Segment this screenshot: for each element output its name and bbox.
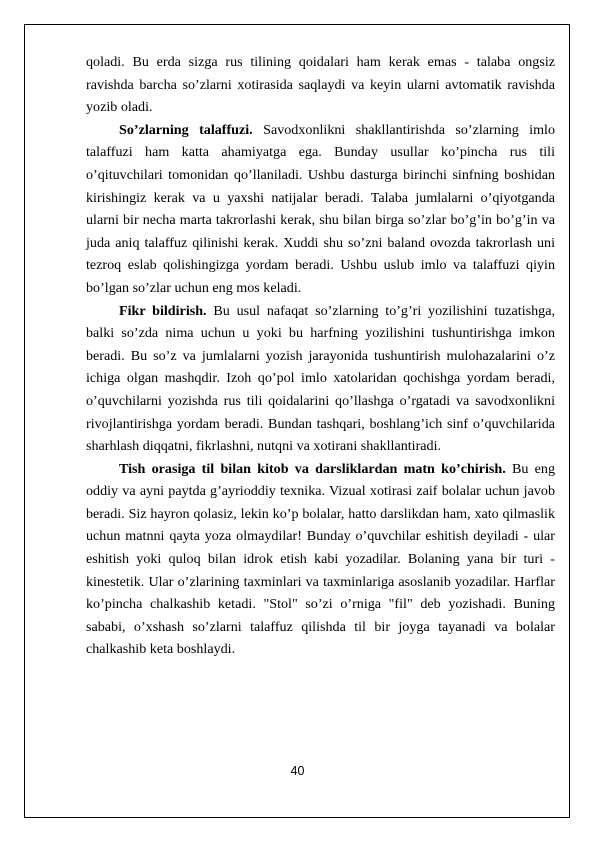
paragraph-text: Bu eng oddiy va ayni paytda g’ayrioddiy texnika. Vizual xotirasi zaif bolalar uchun javob beradi. Siz hayron qolasiz, lekin ko’p bolalar, hatto darslikdan ham, xato qilmaslik uchun matnni qayta yoza olmaydilar! Bunday o’quvchilar eshitish deyiladi - ular eshitish yoki quloq bilan idrok etish kabi yozadilar. Bolaning yana bir turi - kinestetik. Ular o’zlarining taxminlari va taxminlariga asoslanib yozadilar. Harflar ko’pincha chalkashib ketadi. "Stol" so’zi o’rniga "fil" deb yozishadi. Buning sababi, o’xshash so’zlarni talaffuz qilishda til bir joyga tayanadi va bolalar chalkashib keta boshlaydi. <box>86 460 555 658</box>
paragraph-text: qoladi. Bu erda sizga rus tilining qoidalari ham kerak emas - talaba ongsiz ravishda barcha so’zlarni xotirasida saqlaydi va keyin ularni avtomatik ravishda yozib oladi. <box>86 54 555 116</box>
document-body <box>86 51 555 661</box>
paragraph-copying <box>86 458 555 661</box>
page-number: 40 <box>290 764 305 778</box>
paragraph-pronunciation <box>86 119 555 300</box>
paragraph-continuation <box>86 51 555 119</box>
paragraph-text: Bu usul nafaqat so’zlarning to’g’ri yozilishini tuzatishga, balki so’zda nima uchun u yoki bu harfning yozilishini tushuntirishga imkon beradi. Bu so’z va jumlalarni yozish jarayonida tushuntirish mulohazalarini o’z ichiga olgan mashqdir. Izoh qo’pol imlo xatolaridan qochishga yordam beradi, o’quvchilarni yozishda rus tili qoidalarini qo’llashga o’rgatadi va savodxonlikni rivojlantirishga yordam beradi. Bundan tashqari, boshlang’ich sinf o’quvchilarida sharhlash diqqatni, fikrlashni, nutqni va xotirani shakllantiradi. <box>86 302 555 455</box>
paragraph-text: Savodxonlikni shakllantirishda so’zlarning imlo talaffuzi ham katta ahamiyatga ega. Bunday usullar ko’pincha rus tili o’qituvchilari tomonidan qo’llaniladi. Ushbu dasturga birinchi sinfning boshidan kirishingiz kerak va u yaxshi natijalar beradi. Talaba jumlalarni o’qiyotganda ularni bir necha marta takrorlashi kerak, shu bilan birga so’zlar bo’g’in bo’g’in va juda aniq talaffuz qilinishi kerak. Xuddi shu so’zni baland ovozda takrorlash uni tezroq eslab qolishingizga yordam beradi. Ushbu uslub imlo va talaffuzi qiyin bo’lgan so’zlar uchun eng mos keladi. <box>86 121 555 296</box>
paragraph-commentary <box>86 300 555 458</box>
section-heading: Tish orasiga til bilan kitob va darsliklardan matn ko’chirish. <box>119 460 506 477</box>
section-heading: So’zlarning talaffuzi. <box>119 121 253 138</box>
section-heading: Fikr bildirish. <box>119 302 207 319</box>
